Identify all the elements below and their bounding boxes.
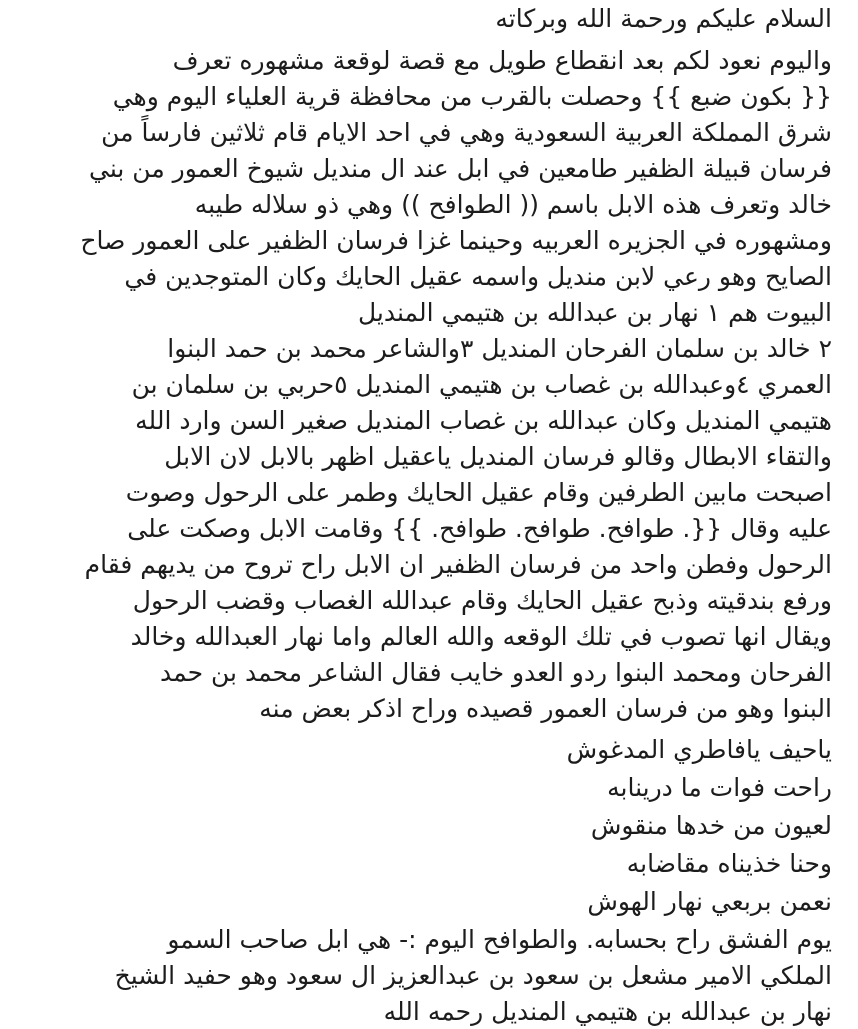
closing-line: نهار بن عبدالله بن هتيمي المنديل رحمه الله	[383, 997, 832, 1026]
story-line: البنوا وهو من فرسان العمور قصيده وراح اذكر بعض منه	[259, 694, 832, 723]
poem-line: راحت فوات ما درينابه	[607, 773, 832, 802]
story-line: واليوم نعود لكم بعد انقطاع طويل مع قصة لوقعة مشهوره تعرف	[172, 46, 832, 75]
story-line: {{ بكون ضبع }} وحصلت بالقرب من محافظة قرية العلياء اليوم وهي	[112, 82, 832, 111]
story-line: الصايح وهو رعي لابن منديل واسمه عقيل الحايك وكان المتوجدين في	[124, 262, 832, 291]
story-line: فرسان قبيلة الظفير طامعين في ابل عند ال منديل شيوخ العمور من بني	[89, 154, 832, 183]
story-line: ٢ خالد بن سلمان الفرحان المنديل ٣والشاعر محمد بن حمد البنوا	[167, 334, 832, 363]
poem-line: وحنا خذيناه مقاضابه	[626, 849, 832, 878]
story-line: والتقاء الابطال وقالو فرسان المنديل ياعقيل اظهر بالابل لان الابل	[164, 442, 832, 471]
story-line: شرق المملكة العربية السعودية وهي في احد الايام قام ثلاثين فارساً من	[101, 118, 832, 147]
poem-line: ياحيف يافاطري المدغوش	[566, 735, 832, 764]
story-line: البيوت هم ١ نهار بن عبدالله بن هتيمي المنديل	[357, 298, 832, 327]
story-line: الفرحان ومحمد البنوا ردو العدو خايب فقال الشاعر محمد بن حمد	[160, 658, 832, 687]
story-line: ومشهوره في الجزيره العربيه وحينما غزا فرسان الظفير على العمور صاح	[80, 226, 832, 255]
greeting-line: السلام عليكم ورحمة الله وبركاته	[495, 4, 832, 33]
poem-line: نعمن بربعي نهار الهوش	[587, 887, 832, 916]
story-line: خالد وتعرف هذه الابل باسم (( الطوافح )) وهي ذو سلاله طيبه	[194, 190, 832, 219]
story-line: عليه وقال {{. طوافح. طوافح. طوافح. }} وقامت الابل وصكت على	[127, 514, 832, 543]
story-line: هتيمي المنديل وكان عبدالله بن غصاب المنديل صغير السن وارد الله	[135, 406, 832, 435]
poem-line: لعيون من خدها منقوش	[590, 811, 832, 840]
story-line: ورفع بندقيته وذبح عقيل الحايك وقام عبدالله الغصاب وقضب الرحول	[132, 586, 832, 615]
closing-line: الملكي الامير مشعل بن سعود بن عبدالعزيز ال سعود وهو حفيد الشيخ	[114, 961, 832, 990]
closing-line: يوم الفشق راح بحسابه. والطوافح اليوم :- هي ابل صاحب السمو	[167, 925, 832, 954]
story-line: العمري ٤وعبدالله بن غصاب بن هتيمي المنديل ٥حربي بن سلمان بن	[131, 370, 832, 399]
story-line: اصبحت مابين الطرفين وقام عقيل الحايك وطمر على الرحول وصوت	[125, 478, 832, 507]
story-line: الرحول وفطن واحد من فرسان الظفير ان الابل راح تروح من يديهم فقام	[84, 550, 832, 579]
story-line: ويقال انها تصوب في تلك الوقعه والله العالم واما نهار العبدالله وخالد	[130, 622, 832, 651]
